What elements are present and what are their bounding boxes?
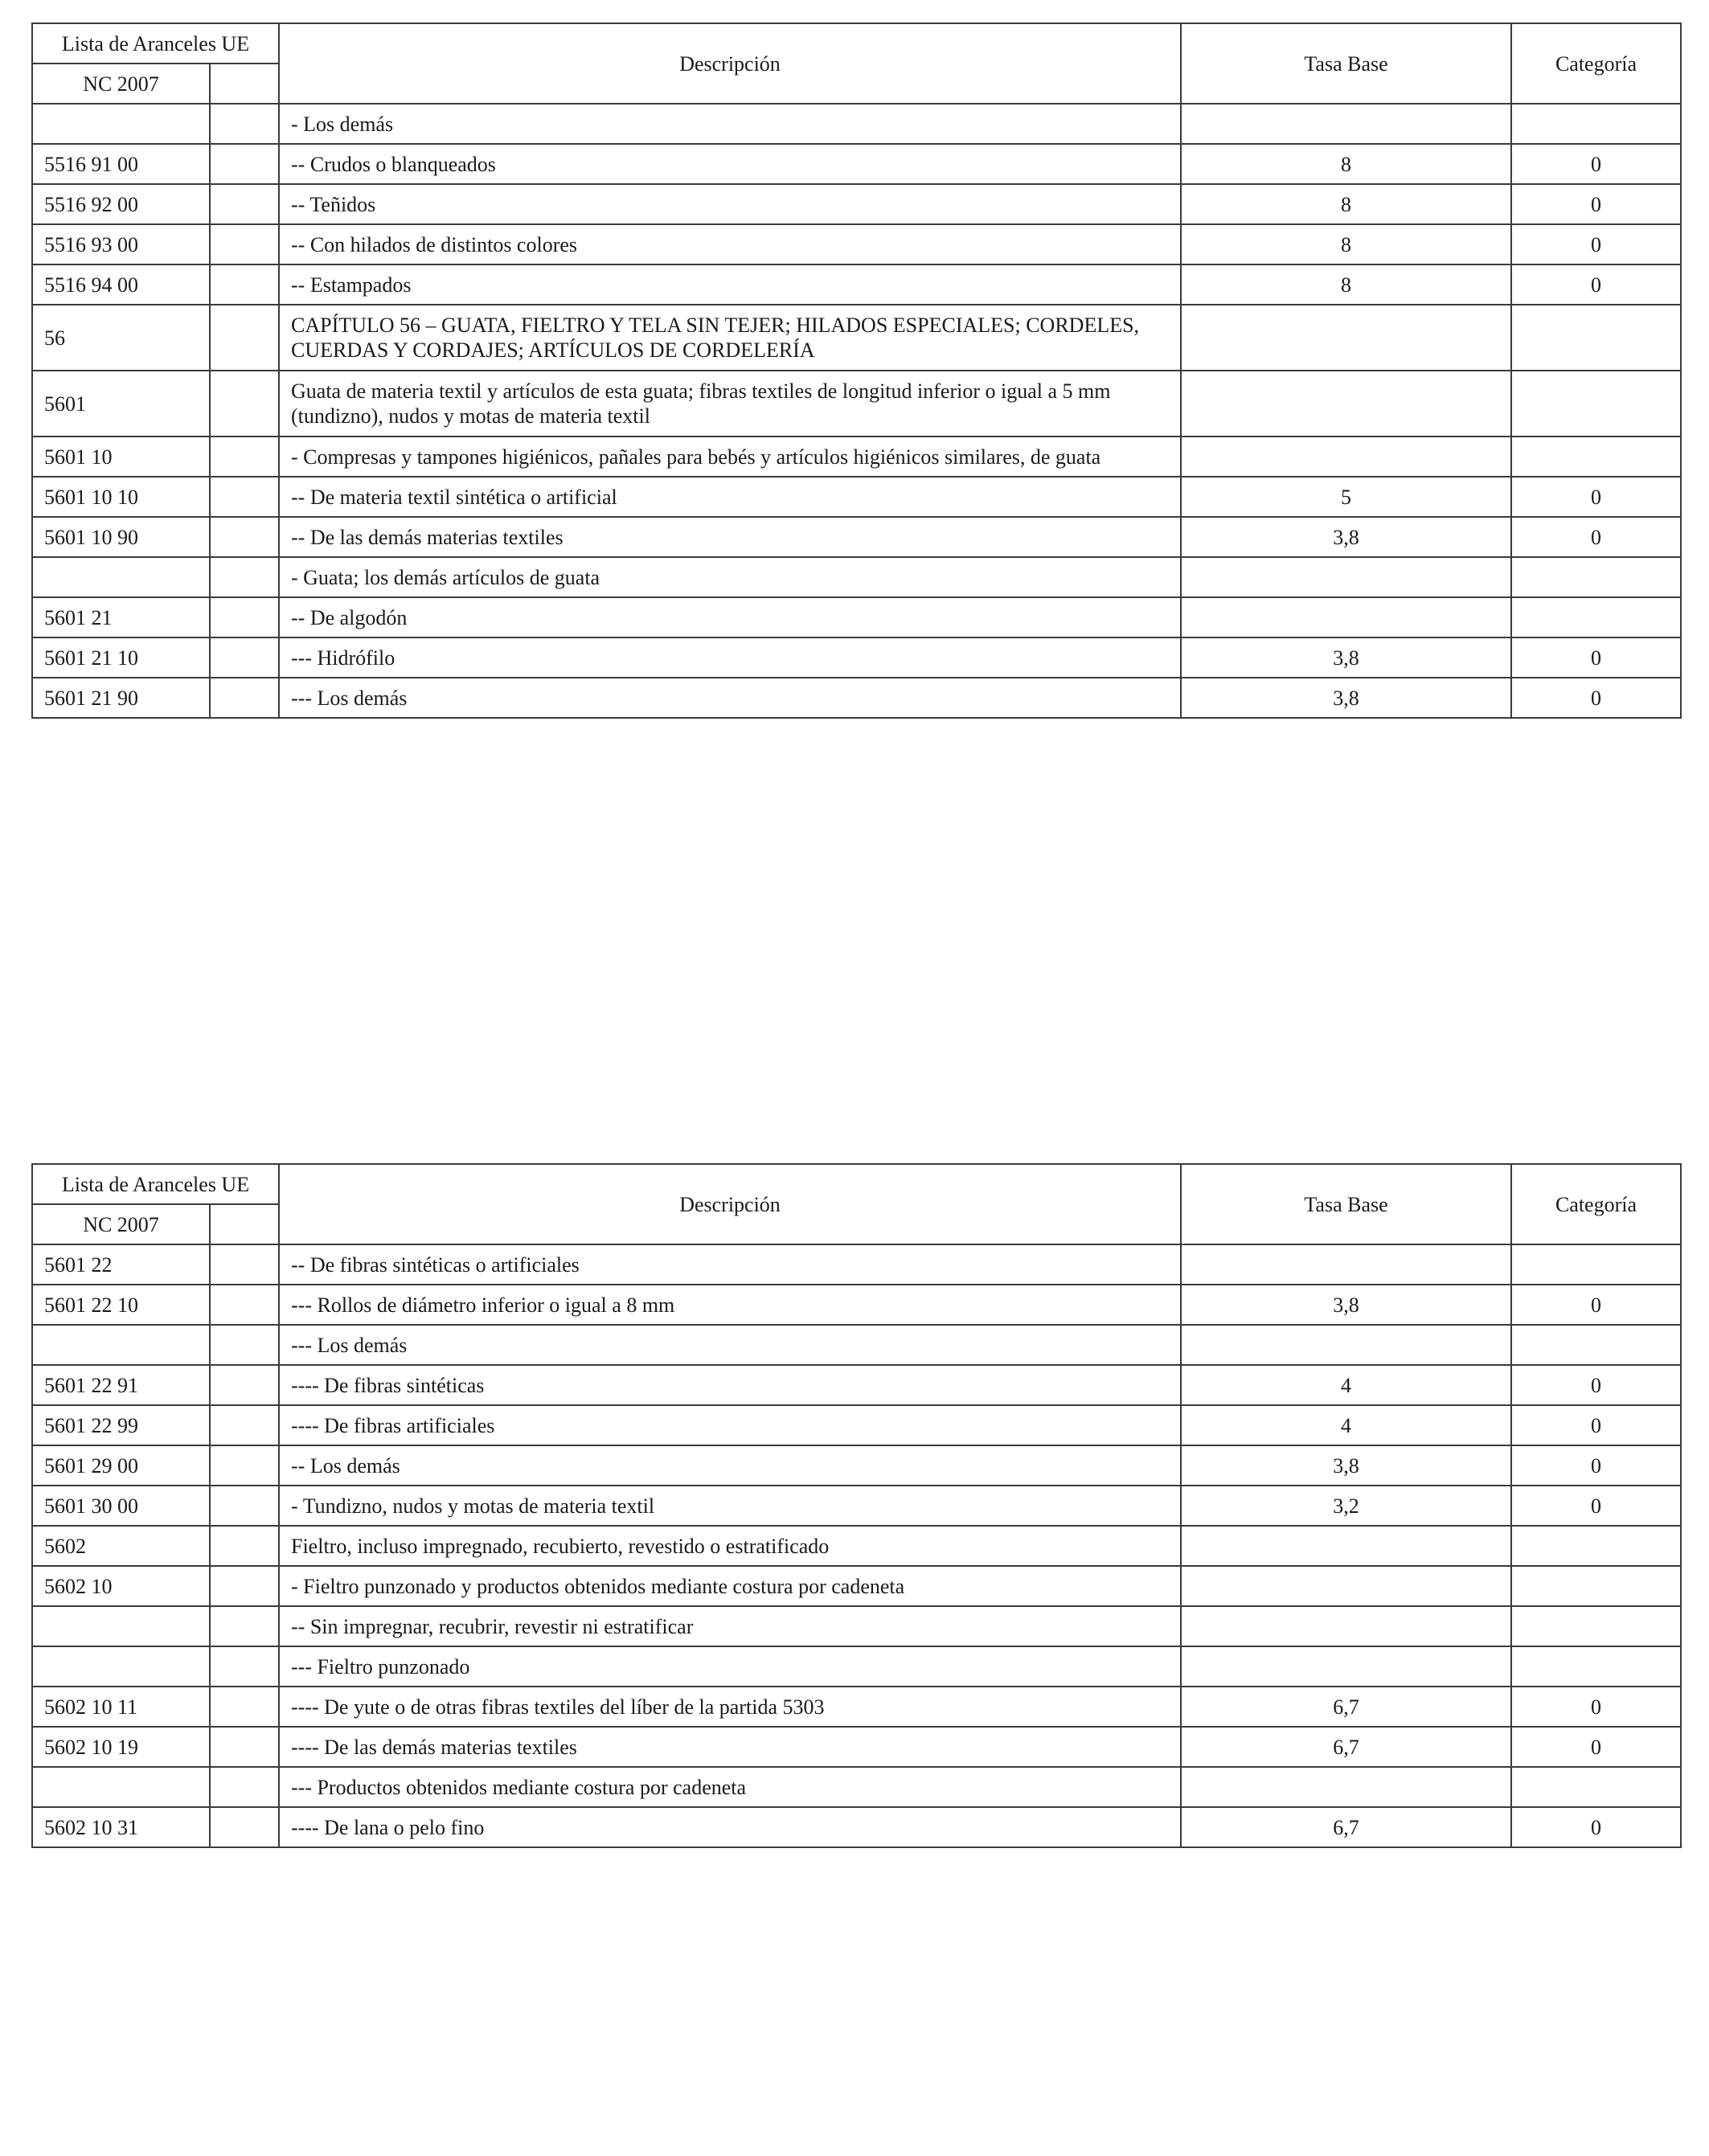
blank-cell: [210, 477, 279, 517]
tasa-base-cell: 4: [1181, 1365, 1511, 1405]
categoria-cell: [1511, 597, 1681, 637]
table-row: [32, 637, 1681, 678]
categoria-cell: 0: [1511, 477, 1681, 517]
table-row: [32, 1606, 1681, 1646]
blank-cell: [210, 104, 279, 144]
tasa-base-cell: 8: [1181, 264, 1511, 305]
header-nc: NC 2007: [32, 64, 210, 104]
code-cell: 5516 91 00: [32, 144, 210, 184]
code-cell: 5516 94 00: [32, 264, 210, 305]
blank-cell: [210, 1285, 279, 1325]
table-body: [32, 104, 1681, 718]
description-cell: CAPÍTULO 56 – GUATA, FIELTRO Y TELA SIN TEJER; HILADOS ESPECIALES; CORDELES, CUERDAS Y CORDAJES; ARTÍCULOS DE CORDELERÍA: [279, 305, 1181, 371]
categoria-cell: [1511, 1767, 1681, 1807]
table-row: [32, 104, 1681, 144]
code-cell: 56: [32, 305, 210, 371]
tasa-base-cell: 6,7: [1181, 1727, 1511, 1767]
description-cell: --- Fieltro punzonado: [279, 1646, 1181, 1687]
categoria-cell: [1511, 1325, 1681, 1365]
code-cell: [32, 1606, 210, 1646]
tasa-base-cell: [1181, 597, 1511, 637]
table-row: [32, 1486, 1681, 1526]
categoria-cell: 0: [1511, 1445, 1681, 1486]
code-cell: 5601 22: [32, 1244, 210, 1285]
tasa-base-cell: [1181, 104, 1511, 144]
header-categoria: Categoría: [1511, 23, 1681, 104]
blank-cell: [210, 517, 279, 557]
description-cell: Fieltro, incluso impregnado, recubierto, revestido o estratificado: [279, 1526, 1181, 1566]
blank-cell: [210, 1606, 279, 1646]
categoria-cell: [1511, 1526, 1681, 1566]
categoria-cell: [1511, 1566, 1681, 1606]
description-cell: ---- De fibras artificiales: [279, 1405, 1181, 1445]
description-cell: ---- De fibras sintéticas: [279, 1365, 1181, 1405]
categoria-cell: [1511, 557, 1681, 597]
description-cell: --- Los demás: [279, 1325, 1181, 1365]
table-row: [32, 371, 1681, 437]
table-row: [32, 1285, 1681, 1325]
categoria-cell: 0: [1511, 1486, 1681, 1526]
table-row: [32, 1646, 1681, 1687]
code-cell: 5602 10 19: [32, 1727, 210, 1767]
description-cell: -- De algodón: [279, 597, 1181, 637]
code-cell: 5601 10 90: [32, 517, 210, 557]
description-cell: ---- De lana o pelo fino: [279, 1807, 1181, 1847]
tasa-base-cell: [1181, 1526, 1511, 1566]
categoria-cell: [1511, 1606, 1681, 1646]
tasa-base-cell: [1181, 1767, 1511, 1807]
tasa-base-cell: 4: [1181, 1405, 1511, 1445]
code-cell: 5601 21: [32, 597, 210, 637]
table-row: [32, 305, 1681, 371]
tasa-base-cell: 3,8: [1181, 637, 1511, 678]
description-cell: -- Sin impregnar, recubrir, revestir ni estratificar: [279, 1606, 1181, 1646]
tasa-base-cell: [1181, 437, 1511, 477]
table-row: [32, 1807, 1681, 1847]
tasa-base-cell: 5: [1181, 477, 1511, 517]
blank-cell: [210, 224, 279, 264]
header-categoria: Categoría: [1511, 1164, 1681, 1244]
code-cell: 5602 10 31: [32, 1807, 210, 1847]
categoria-cell: 0: [1511, 224, 1681, 264]
tasa-base-cell: 8: [1181, 184, 1511, 224]
header-blank: [210, 1204, 279, 1244]
tasa-base-cell: [1181, 305, 1511, 371]
description-cell: - Los demás: [279, 104, 1181, 144]
categoria-cell: 0: [1511, 184, 1681, 224]
blank-cell: [210, 1767, 279, 1807]
code-cell: 5601 29 00: [32, 1445, 210, 1486]
table-header: [32, 1164, 1681, 1244]
description-cell: -- Los demás: [279, 1445, 1181, 1486]
tasa-base-cell: [1181, 1606, 1511, 1646]
header-descripcion: Descripción: [279, 23, 1181, 104]
description-cell: -- De las demás materias textiles: [279, 517, 1181, 557]
table-header: [32, 23, 1681, 104]
table-row: [32, 224, 1681, 264]
categoria-cell: [1511, 1646, 1681, 1687]
header-nc: NC 2007: [32, 1204, 210, 1244]
table-row: [32, 144, 1681, 184]
header-tasa-base: Tasa Base: [1181, 1164, 1511, 1244]
blank-cell: [210, 1646, 279, 1687]
table-row: [32, 597, 1681, 637]
code-cell: [32, 104, 210, 144]
blank-cell: [210, 637, 279, 678]
header-lista: Lista de Aranceles UE: [32, 1164, 279, 1204]
header-lista: Lista de Aranceles UE: [32, 23, 279, 64]
table-row: [32, 264, 1681, 305]
tasa-base-cell: 3,8: [1181, 678, 1511, 718]
code-cell: [32, 1325, 210, 1365]
blank-cell: [210, 437, 279, 477]
description-cell: -- Estampados: [279, 264, 1181, 305]
blank-cell: [210, 305, 279, 371]
tasa-base-cell: 3,8: [1181, 1445, 1511, 1486]
categoria-cell: 0: [1511, 1727, 1681, 1767]
blank-cell: [210, 371, 279, 437]
code-cell: 5602 10: [32, 1566, 210, 1606]
tasa-base-cell: [1181, 1244, 1511, 1285]
blank-cell: [210, 1807, 279, 1847]
tasa-base-cell: 3,2: [1181, 1486, 1511, 1526]
code-cell: [32, 1646, 210, 1687]
code-cell: 5601 10 10: [32, 477, 210, 517]
categoria-cell: [1511, 371, 1681, 437]
blank-cell: [210, 597, 279, 637]
table-row: [32, 1325, 1681, 1365]
categoria-cell: 0: [1511, 678, 1681, 718]
categoria-cell: 0: [1511, 144, 1681, 184]
tasa-base-cell: 6,7: [1181, 1807, 1511, 1847]
code-cell: 5602: [32, 1526, 210, 1566]
table-row: [32, 678, 1681, 718]
table-row: [32, 1405, 1681, 1445]
table-row: [32, 1566, 1681, 1606]
blank-cell: [210, 678, 279, 718]
tasa-base-cell: 6,7: [1181, 1687, 1511, 1727]
description-cell: --- Productos obtenidos mediante costura por cadeneta: [279, 1767, 1181, 1807]
categoria-cell: 0: [1511, 1285, 1681, 1325]
header-blank: [210, 64, 279, 104]
description-cell: -- Con hilados de distintos colores: [279, 224, 1181, 264]
code-cell: 5601 22 91: [32, 1365, 210, 1405]
tasa-base-cell: [1181, 1566, 1511, 1606]
blank-cell: [210, 1526, 279, 1566]
blank-cell: [210, 1365, 279, 1405]
code-cell: 5601 10: [32, 437, 210, 477]
tasa-base-cell: [1181, 1646, 1511, 1687]
blank-cell: [210, 1486, 279, 1526]
code-cell: [32, 557, 210, 597]
blank-cell: [210, 1566, 279, 1606]
categoria-cell: [1511, 305, 1681, 371]
blank-cell: [210, 1325, 279, 1365]
code-cell: 5601 30 00: [32, 1486, 210, 1526]
tasa-base-cell: 3,8: [1181, 517, 1511, 557]
code-cell: 5601 21 10: [32, 637, 210, 678]
description-cell: ---- De yute o de otras fibras textiles del líber de la partida 5303: [279, 1687, 1181, 1727]
description-cell: ---- De las demás materias textiles: [279, 1727, 1181, 1767]
table-row: [32, 1687, 1681, 1727]
tasa-base-cell: [1181, 371, 1511, 437]
table-body: [32, 1244, 1681, 1847]
header-descripcion: Descripción: [279, 1164, 1181, 1244]
categoria-cell: 0: [1511, 1365, 1681, 1405]
table-row: [32, 1767, 1681, 1807]
description-cell: - Fieltro punzonado y productos obtenidos mediante costura por cadeneta: [279, 1566, 1181, 1606]
description-cell: - Compresas y tampones higiénicos, pañales para bebés y artículos higiénicos similares, de guata: [279, 437, 1181, 477]
code-cell: 5516 93 00: [32, 224, 210, 264]
table-row: [32, 517, 1681, 557]
categoria-cell: 0: [1511, 1405, 1681, 1445]
description-cell: -- De fibras sintéticas o artificiales: [279, 1244, 1181, 1285]
blank-cell: [210, 1445, 279, 1486]
tasa-base-cell: 8: [1181, 224, 1511, 264]
categoria-cell: [1511, 1244, 1681, 1285]
categoria-cell: 0: [1511, 264, 1681, 305]
code-cell: 5516 92 00: [32, 184, 210, 224]
code-cell: 5601 22 99: [32, 1405, 210, 1445]
blank-cell: [210, 557, 279, 597]
categoria-cell: 0: [1511, 637, 1681, 678]
tasa-base-cell: [1181, 557, 1511, 597]
description-cell: - Tundizno, nudos y motas de materia textil: [279, 1486, 1181, 1526]
table-row: [32, 184, 1681, 224]
table-row: [32, 557, 1681, 597]
table-row: [32, 1526, 1681, 1566]
description-cell: --- Hidrófilo: [279, 637, 1181, 678]
table-row: [32, 477, 1681, 517]
code-cell: 5601 21 90: [32, 678, 210, 718]
table-row: [32, 1727, 1681, 1767]
categoria-cell: 0: [1511, 1687, 1681, 1727]
description-cell: -- De materia textil sintética o artificial: [279, 477, 1181, 517]
table-row: [32, 1445, 1681, 1486]
tasa-base-cell: 3,8: [1181, 1285, 1511, 1325]
categoria-cell: [1511, 437, 1681, 477]
blank-cell: [210, 1687, 279, 1727]
description-cell: -- Crudos o blanqueados: [279, 144, 1181, 184]
code-cell: [32, 1767, 210, 1807]
description-cell: --- Rollos de diámetro inferior o igual a 8 mm: [279, 1285, 1181, 1325]
tasa-base-cell: [1181, 1325, 1511, 1365]
blank-cell: [210, 1405, 279, 1445]
code-cell: 5601: [32, 371, 210, 437]
categoria-cell: [1511, 104, 1681, 144]
description-cell: - Guata; los demás artículos de guata: [279, 557, 1181, 597]
blank-cell: [210, 184, 279, 224]
tasa-base-cell: 8: [1181, 144, 1511, 184]
description-cell: --- Los demás: [279, 678, 1181, 718]
header-tasa-base: Tasa Base: [1181, 23, 1511, 104]
code-cell: 5602 10 11: [32, 1687, 210, 1727]
description-cell: Guata de materia textil y artículos de esta guata; fibras textiles de longitud inferior o igual a 5 mm (tundizno), nudos y motas de materia textil: [279, 371, 1181, 437]
table-row: [32, 1244, 1681, 1285]
code-cell: 5601 22 10: [32, 1285, 210, 1325]
description-cell: -- Teñidos: [279, 184, 1181, 224]
categoria-cell: 0: [1511, 1807, 1681, 1847]
blank-cell: [210, 264, 279, 305]
tariff-table-2: [31, 1163, 1682, 1848]
categoria-cell: 0: [1511, 517, 1681, 557]
table-row: [32, 1365, 1681, 1405]
tariff-table-1: [31, 23, 1682, 719]
blank-cell: [210, 1727, 279, 1767]
blank-cell: [210, 1244, 279, 1285]
table-row: [32, 437, 1681, 477]
blank-cell: [210, 144, 279, 184]
